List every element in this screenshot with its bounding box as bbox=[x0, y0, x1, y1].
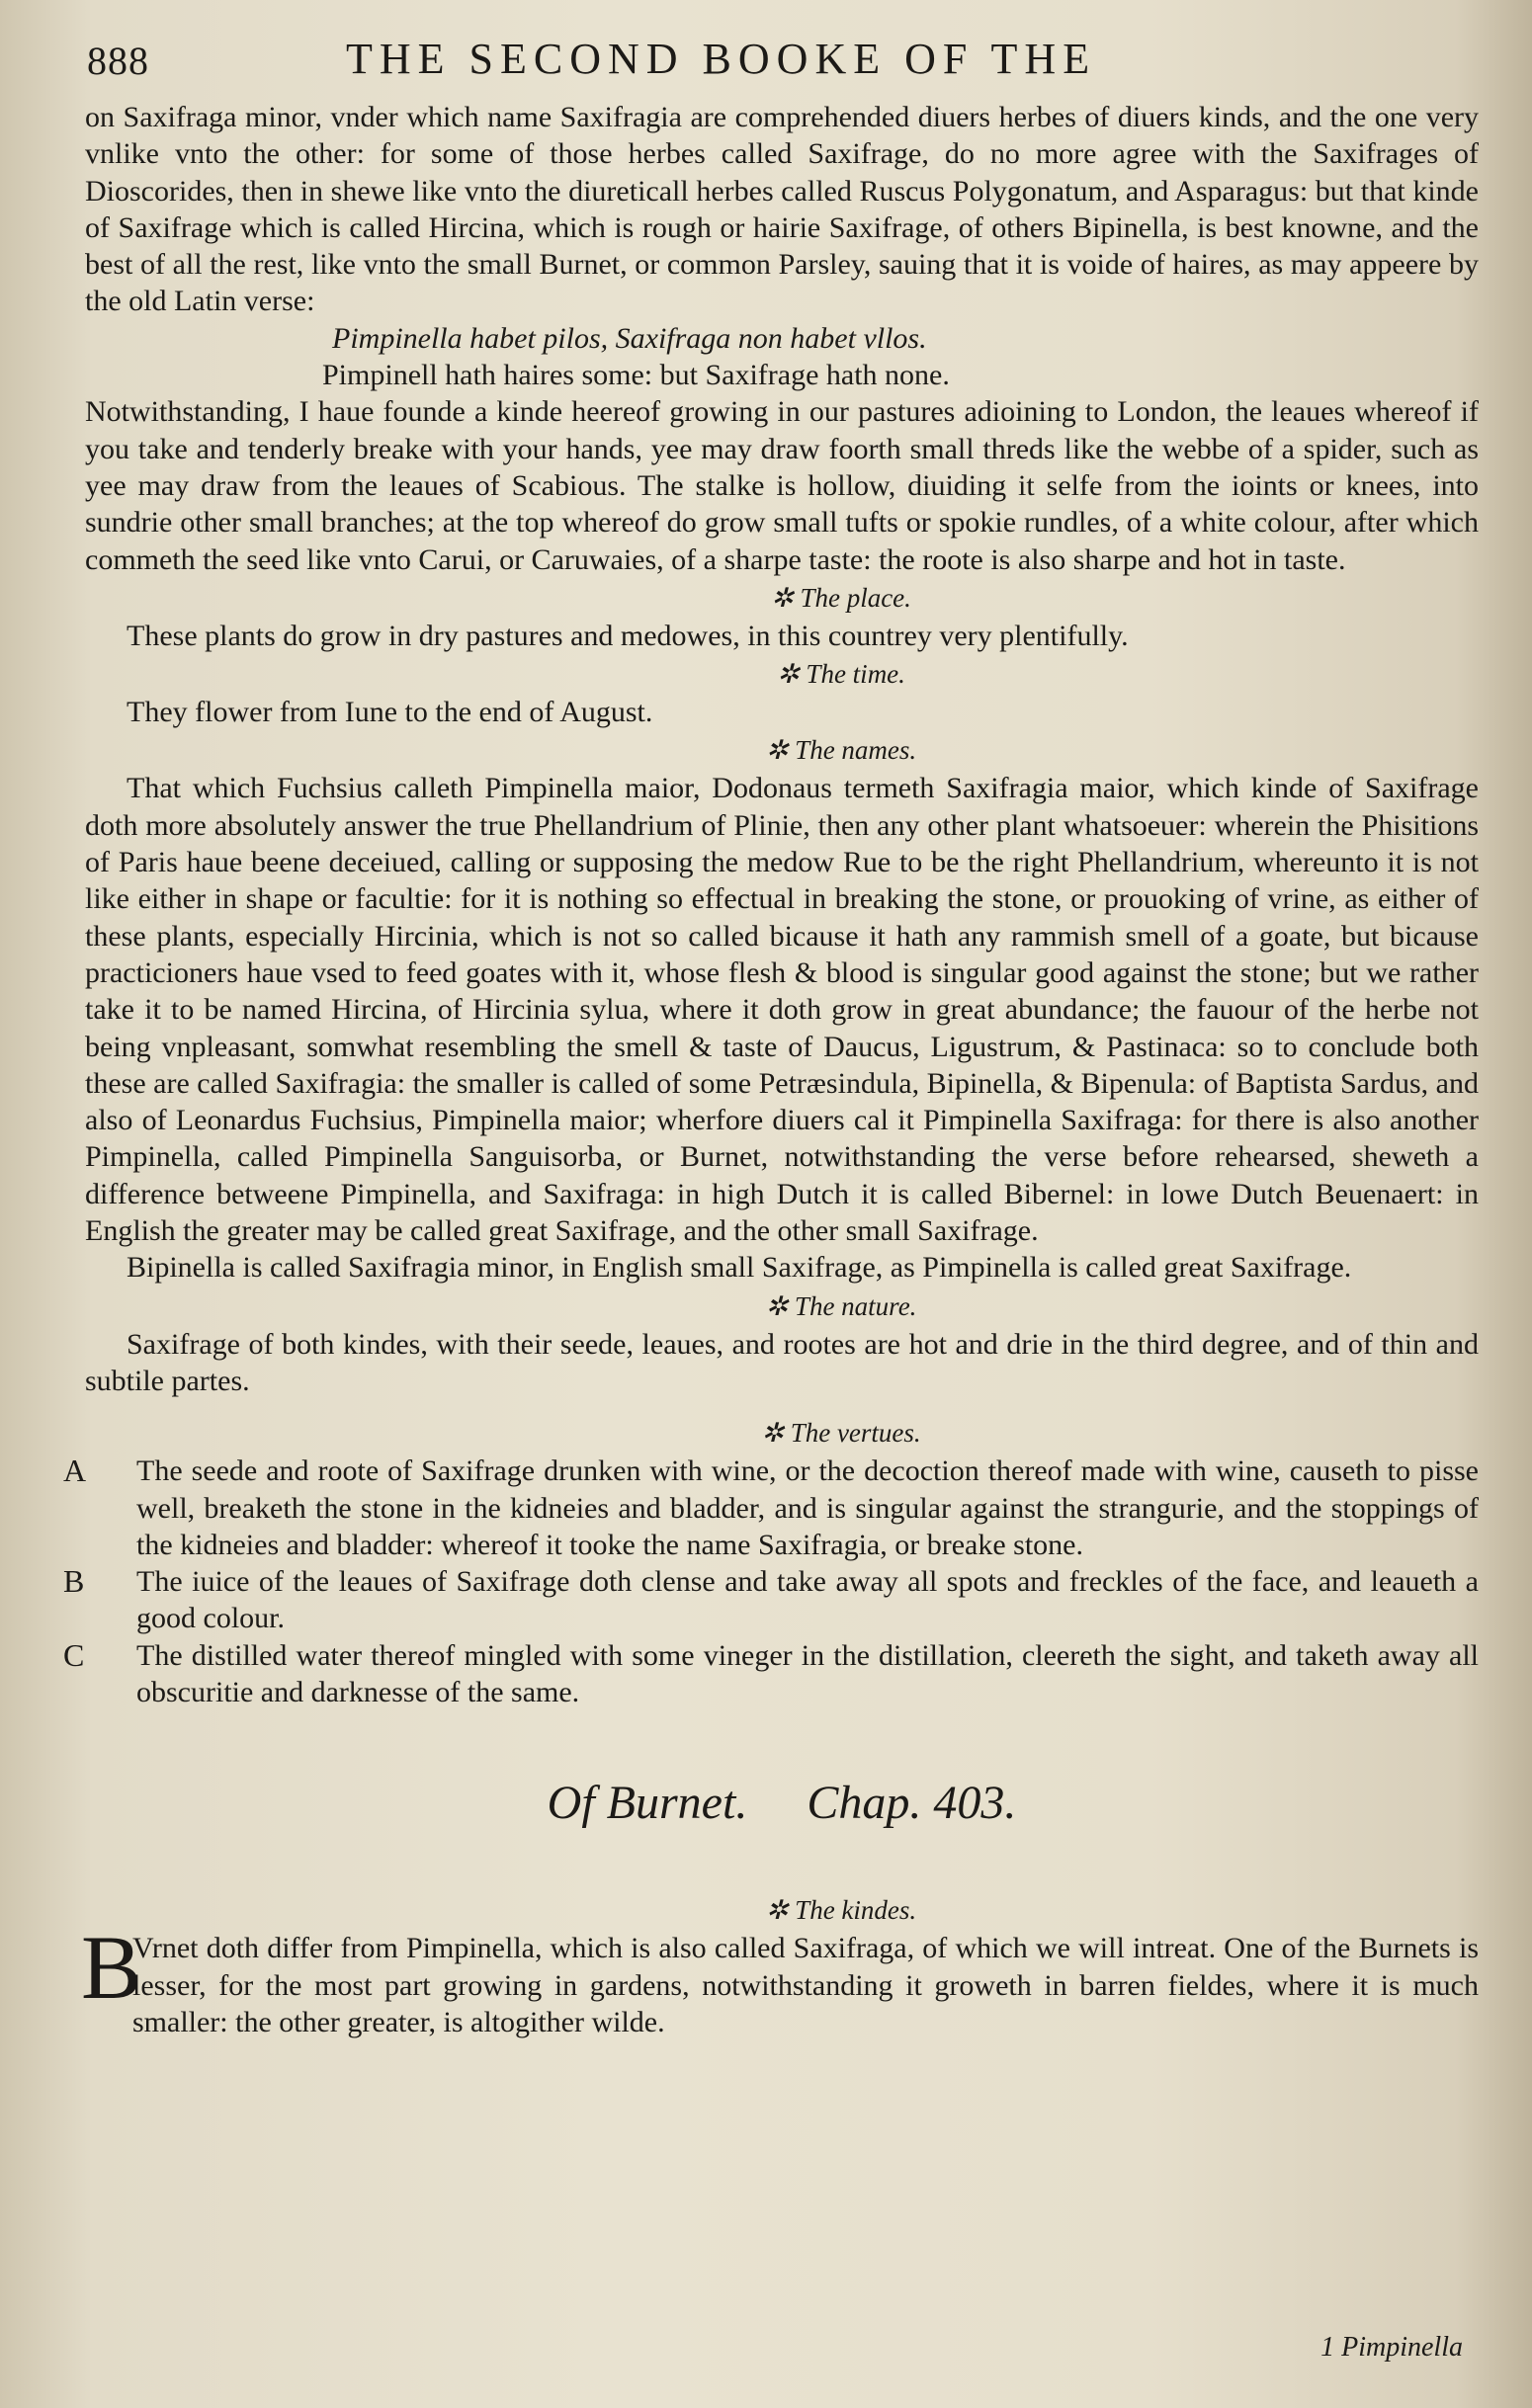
vertue-item bbox=[63, 1563, 1479, 1637]
running-title: THE SECOND BOOKE OF THE bbox=[346, 35, 1097, 83]
vertue-item bbox=[63, 1636, 1479, 1711]
names-paragraph-2: Bipinella is called Saxifragia minor, in English small Saxifrage, as Pimpinella is called great Saxifrage. bbox=[127, 1251, 1352, 1285]
vertue-letter: A bbox=[63, 1453, 87, 1489]
spacer bbox=[85, 1399, 1479, 1413]
vertue-text: The seede and roote of Saxifrage drunken with wine, or the decoction thereof made with wine, causeth to pisse well, breaketh the stone in the kidneies and bladder, and is singular against the strangurie, and the stoppings of the kidneies and bladder: whereof it tooke the name Saxifragia, or breake stone. bbox=[136, 1454, 1479, 1561]
kindes-paragraph bbox=[81, 1917, 1479, 2040]
vertues-heading: ✲ The vertues. bbox=[761, 1418, 921, 1449]
drop-cap: B bbox=[81, 1917, 142, 2019]
place-text: These plants do grow in dry pastures and medowes, in this countrey very plentifully. bbox=[127, 619, 1129, 652]
page-header bbox=[87, 30, 1471, 89]
vertue-letter: B bbox=[63, 1563, 85, 1600]
names-paragraph: That which Fuchsius calleth Pimpinella maior, Dodonaus termeth Saxifragia maior, which kinde of Saxifrage doth more absolutely answer the true Phellandrium of Plinie, then any other plant whatsoeuer: wherein the Phisitions of Paris haue beene deceiued, calling or supposing the medow Rue to be the right Phellandrium, whereunto it is not like either in shape or facultie: for it is nothing so effectual in breaking the stone, or prouoking of vrine, as either of these plants, especially Hircinia, which is not so called bicause it hath any rammish smell of a goate, but bicause practicioners haue vsed to feed goates with it, whose flesh & blood is singular good against the stone; but we rather take it to be named Hircina, of Hircinia sylua, where it doth grow in great abundance; the fauour of the herbe not being vnpleasant, somwhat resembling the smell & taste of Daucus, Ligustrum, & Pastinaca: so to conclude both these are called Saxifragia: the smaller is called of some Petræsindula, Bipinella, & Bipenula: of Baptista Sardus, and also of Leonardus Fuchsius, Pimpinella maior; wherfore diuers cal it Pimpinella Saxifraga: for there is also another Pimpinella, called Pimpinella Sanguisorba, or Burnet, notwithstanding the verse before rehearsed, sheweth a difference betweene Pimpinella, and Saxifraga: in high Dutch it is called Bibernel: in lowe Dutch Beuenaert: in English the greater may be called great Saxifrage, and the other small Saxifrage. bbox=[85, 772, 1479, 1248]
chapter-heading bbox=[85, 1774, 1479, 1833]
page-number: 888 bbox=[87, 39, 149, 83]
kindes-heading: ✲ The kindes. bbox=[765, 1895, 917, 1926]
chapter-number: Chap. 403. bbox=[807, 1777, 1017, 1830]
names-heading: ✲ The names. bbox=[765, 735, 917, 766]
english-verse: Pimpinell hath haires some: but Saxifrage hath none. bbox=[322, 359, 950, 392]
time-heading: ✲ The time. bbox=[777, 659, 905, 690]
time-text: They flower from Iune to the end of August. bbox=[127, 696, 653, 729]
nature-text: Saxifrage of both kindes, with their seede, leaues, and rootes are hot and drie in the third degree, and of thin and subtile partes. bbox=[85, 1327, 1479, 1397]
vertue-text: The iuice of the leaues of Saxifrage doth clense and take away all spots and freckles of the face, and leaueth a good colour. bbox=[136, 1565, 1479, 1635]
catchword: 1 Pimpinella bbox=[1320, 2332, 1463, 2363]
kindes-text: Vrnet doth differ from Pimpinella, which is also called Saxifraga, of which we will intreat. One of the Burnets is lesser, for the most part growing in gardens, notwithstanding it groweth in barren fieldes, where it is much smaller: the other greater, is altogither wilde. bbox=[132, 1932, 1479, 2038]
body-text bbox=[63, 99, 1479, 2040]
intro-paragraph: on Saxifraga minor, vnder which name Saxifragia are comprehended diuers herbes of diuers kinds, and the one very vnlike vnto the other: for some of those herbes called Saxifrage, do no more agree with the Saxifrages of Dioscorides, then in shewe like vnto the diureticall herbes called Ruscus Polygonatum, and Asparagus: but that kinde of Saxifrage which is called Hircina, which is rough or hairie Saxifrage, of others Bipinella, is best knowne, and the best of all the rest, like vnto the small Burnet, or common Parsley, sauing that it is voide of haires, as may appeere by the old Latin verse: bbox=[85, 101, 1479, 318]
vertue-item bbox=[63, 1453, 1479, 1563]
place-heading: ✲ The place. bbox=[771, 582, 911, 613]
nature-heading: ✲ The nature. bbox=[765, 1290, 917, 1321]
latin-verse: Pimpinella habet pilos, Saxifraga non habet vllos. bbox=[332, 321, 927, 355]
vertue-text: The distilled water thereof mingled with some vineger in the distillation, cleereth the sight, and taketh away all obscuritie and darknesse of the same. bbox=[136, 1638, 1479, 1708]
chapter-title: Of Burnet. bbox=[547, 1777, 748, 1830]
vertue-letter: C bbox=[63, 1636, 85, 1673]
description-paragraph: Notwithstanding, I haue founde a kinde heereof growing in our pastures adioining to London, the leaues whereof if you take and tenderly breake with your hands, yee may draw foorth small threds like the webbe of a spider, such as yee may draw from the leaues of Scabious. The stalke is hollow, diuiding it selfe from the ioints or knees, into sundrie other small branches; at the top whereof do grow small tufts or spokie rundles, of a white colour, after which commeth the seed like vnto Carui, or Caruwaies, of a sharpe taste: the roote is also sharpe and hot in taste. bbox=[85, 395, 1479, 576]
